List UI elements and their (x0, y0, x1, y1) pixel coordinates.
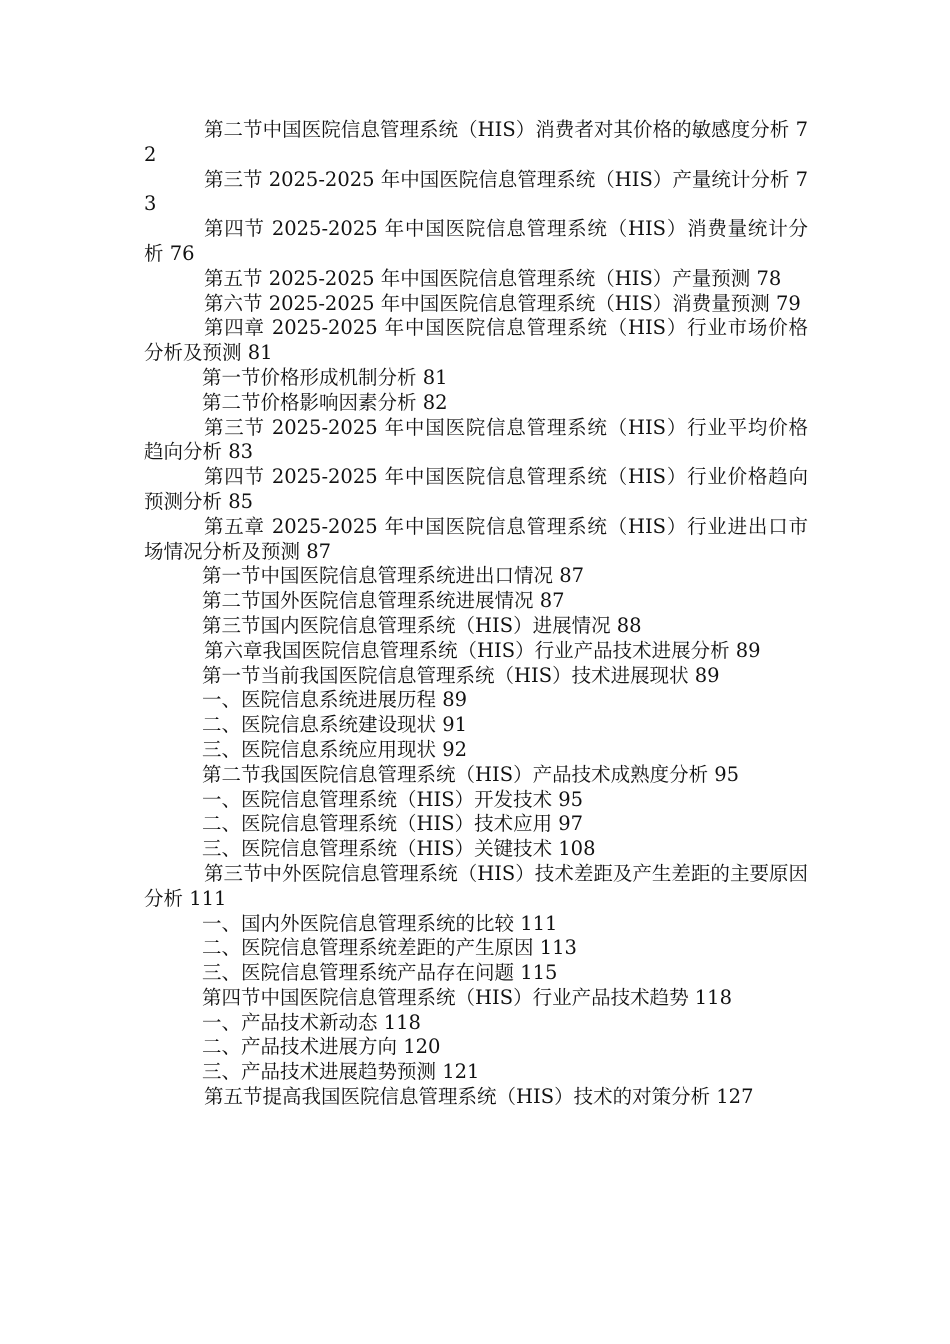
toc-entry: 第三节中外医院信息管理系统（HIS）技术差距及产生差距的主要原因分析 111 (144, 861, 808, 910)
toc-entry: 第二节国外医院信息管理系统进展情况 87 (202, 589, 565, 613)
toc-subentry: 一、国内外医院信息管理系统的比较 111 (202, 911, 558, 935)
toc-entry: 第三节 2025-2025 年中国医院信息管理系统（HIS）行业平均价格趋向分析 83 (144, 415, 808, 464)
toc-subentry: 二、医院信息管理系统（HIS）技术应用 97 (202, 812, 584, 836)
toc-entry: 第二节我国医院信息管理系统（HIS）产品技术成熟度分析 95 (202, 762, 740, 786)
toc-entry: 第四节中国医院信息管理系统（HIS）行业产品技术趋势 118 (202, 985, 732, 1009)
toc-subentry: 二、医院信息管理系统差距的产生原因 113 (202, 936, 577, 960)
toc-subentry: 三、产品技术进展趋势预测 121 (202, 1060, 480, 1084)
toc-entry: 第二节价格影响因素分析 82 (202, 390, 448, 414)
toc-subentry: 三、医院信息管理系统产品存在问题 115 (202, 961, 558, 985)
toc-subentry: 一、医院信息系统进展历程 89 (202, 688, 468, 712)
toc-subentry: 三、医院信息系统应用现状 92 (202, 737, 468, 761)
toc-entry: 第四节 2025-2025 年中国医院信息管理系统（HIS）行业价格趋向预测分析 85 (144, 465, 808, 513)
toc-page (144, 118, 808, 1110)
toc-chapter: 第四章 2025-2025 年中国医院信息管理系统（HIS）行业市场价格分析及预测 81 (144, 316, 808, 365)
toc-chapter: 第六章我国医院信息管理系统（HIS）行业产品技术进展分析 89 (204, 638, 761, 662)
toc-entry: 第一节价格形成机制分析 81 (202, 365, 448, 389)
toc-entry: 第二节中国医院信息管理系统（HIS）消费者对其价格的敏感度分析 72 (144, 118, 808, 166)
toc-entry: 第一节中国医院信息管理系统进出口情况 87 (202, 564, 585, 588)
toc-chapter: 第五章 2025-2025 年中国医院信息管理系统（HIS）行业进出口市场情况分析及预测 87 (144, 514, 808, 563)
toc-entry: 第一节当前我国医院信息管理系统（HIS）技术进展现状 89 (202, 663, 720, 687)
toc-entry: 第四节 2025-2025 年中国医院信息管理系统（HIS）消费量统计分析 76 (144, 217, 808, 265)
toc-entry: 第五节 2025-2025 年中国医院信息管理系统（HIS）产量预测 78 (204, 266, 782, 290)
toc-entry: 第三节国内医院信息管理系统（HIS）进展情况 88 (202, 613, 642, 637)
toc-entry: 第三节 2025-2025 年中国医院信息管理系统（HIS）产量统计分析 73 (144, 167, 808, 216)
toc-subentry: 三、医院信息管理系统（HIS）关键技术 108 (202, 837, 596, 861)
toc-subentry: 一、医院信息管理系统（HIS）开发技术 95 (202, 787, 584, 811)
toc-entry: 第五节提高我国医院信息管理系统（HIS）技术的对策分析 127 (204, 1085, 754, 1109)
toc-subentry: 二、医院信息系统建设现状 91 (202, 713, 468, 737)
toc-subentry: 二、产品技术进展方向 120 (202, 1035, 441, 1059)
toc-entry: 第六节 2025-2025 年中国医院信息管理系统（HIS）消费量预测 79 (204, 291, 801, 315)
toc-subentry: 一、产品技术新动态 118 (202, 1010, 421, 1034)
